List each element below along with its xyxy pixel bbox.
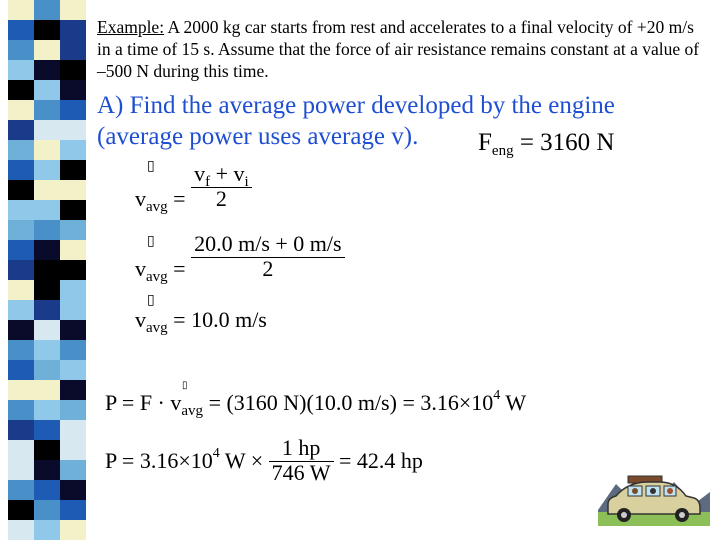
force-subscript: eng	[491, 143, 514, 159]
eq5-numerator: 1 hp	[269, 437, 334, 462]
decorative-block	[60, 500, 86, 520]
decorative-block	[8, 80, 34, 100]
decorative-block	[34, 300, 60, 320]
decorative-block	[60, 220, 86, 240]
decorative-block	[60, 300, 86, 320]
eq4-mid: = (3160 N)(10.0 m/s) = 3.16×10	[203, 390, 494, 415]
decorative-block	[34, 260, 60, 280]
decorative-block	[34, 420, 60, 440]
decorative-block	[8, 380, 34, 400]
decorative-block	[8, 180, 34, 200]
decorative-block	[8, 300, 34, 320]
decorative-block	[34, 60, 60, 80]
decorative-block	[60, 520, 86, 540]
decorative-block	[8, 260, 34, 280]
decorative-block	[60, 340, 86, 360]
eq4-unit: W	[500, 390, 527, 415]
decorative-block	[34, 280, 60, 300]
engine-force-equation	[478, 129, 615, 159]
decorative-block	[8, 20, 34, 40]
example-label: Example:	[97, 17, 165, 37]
decorative-block	[34, 220, 60, 240]
decorative-block	[8, 240, 34, 260]
decorative-block	[60, 480, 86, 500]
force-symbol: F	[478, 129, 492, 156]
decorative-block	[8, 220, 34, 240]
decorative-block	[60, 60, 86, 80]
decorative-block	[34, 180, 60, 200]
decorative-block	[60, 80, 86, 100]
decorative-block	[60, 380, 86, 400]
example-paragraph	[97, 16, 707, 82]
decorative-block	[34, 160, 60, 180]
decorative-block	[8, 460, 34, 480]
eq3-rhs: = 10.0 m/s	[173, 307, 267, 332]
decorative-block	[34, 360, 60, 380]
decorative-block	[34, 40, 60, 60]
decorative-block	[60, 20, 86, 40]
example-text: A 2000 kg car starts from rest and accelerates to a final velocity of +20 m/s in a time of 15 s. Assume that the force of air resistance remains constant at a value of –500 N during this time.	[97, 17, 700, 81]
vector-placeholder-icon: ▯	[182, 380, 188, 391]
eq5-exponent: 4	[212, 445, 220, 461]
decorative-block	[34, 80, 60, 100]
vector-placeholder-icon: ▯	[147, 292, 155, 308]
eq5-left: P = 3.16×10	[105, 447, 213, 473]
eq1-lhs: v	[135, 186, 146, 211]
decorative-block	[60, 160, 86, 180]
decorative-block	[34, 120, 60, 140]
decorative-block	[34, 400, 60, 420]
decorative-block	[60, 420, 86, 440]
equation-power-hp	[105, 437, 423, 484]
eq5-denominator: 746 W	[271, 460, 331, 485]
decorative-block	[34, 480, 60, 500]
decorative-strip	[0, 0, 88, 540]
car-clipart-icon	[598, 470, 710, 531]
decorative-block	[60, 440, 86, 460]
eq1-num-mid: + v	[210, 160, 245, 186]
decorative-block	[8, 440, 34, 460]
decorative-block	[60, 460, 86, 480]
eq2-denominator: 2	[262, 256, 274, 281]
eq4-sub: avg	[181, 403, 204, 419]
vector-placeholder-icon: ▯	[147, 158, 155, 174]
decorative-block	[8, 420, 34, 440]
equation-vavg-definition: $v_{avg}$ = $\frac{v_f + v_i}{2}$	[135, 162, 252, 210]
decorative-block	[8, 360, 34, 380]
decorative-block	[60, 200, 86, 220]
decorative-block	[34, 320, 60, 340]
decorative-block	[60, 40, 86, 60]
decorative-block	[8, 500, 34, 520]
vector-placeholder-icon: ▯	[147, 233, 155, 249]
equation-vavg-result	[135, 307, 267, 336]
eq5-fraction	[269, 437, 334, 484]
eq2-lhs-sub: avg	[146, 268, 168, 285]
eq1-fraction	[191, 160, 252, 211]
eq3-lhs: v	[135, 307, 146, 332]
decorative-block	[8, 40, 34, 60]
decorative-block	[34, 240, 60, 260]
decorative-block	[60, 360, 86, 380]
decorative-block	[60, 240, 86, 260]
decorative-block	[34, 100, 60, 120]
decorative-block	[60, 100, 86, 120]
decorative-block	[34, 340, 60, 360]
decorative-block	[60, 120, 86, 140]
decorative-block	[8, 280, 34, 300]
eq1-num-sub-i: i	[244, 173, 249, 190]
decorative-block	[8, 340, 34, 360]
decorative-block	[8, 100, 34, 120]
eq3-lhs-sub: avg	[146, 320, 168, 336]
decorative-block	[8, 140, 34, 160]
decorative-block	[34, 520, 60, 540]
decorative-block	[8, 0, 34, 20]
eq2-numerator: 20.0 m/s + 0 m/s	[191, 233, 344, 258]
eq1-denominator: 2	[215, 185, 227, 211]
decorative-block	[60, 180, 86, 200]
force-value: = 3160 N	[519, 129, 615, 156]
decorative-block	[60, 0, 86, 20]
decorative-block	[34, 140, 60, 160]
eq2-lhs: v	[135, 255, 146, 281]
eq1-num-sub-f: f	[205, 173, 211, 190]
eq5-right: = 42.4 hp	[339, 447, 423, 473]
decorative-block	[8, 200, 34, 220]
decorative-block	[60, 400, 86, 420]
decorative-block	[8, 160, 34, 180]
question-heading: A) Find the average power developed by the engine (average power uses average v).	[97, 92, 615, 150]
decorative-block	[8, 120, 34, 140]
equation-power-product	[105, 388, 527, 419]
decorative-block	[8, 320, 34, 340]
equation-vavg-substitution: $v_{avg}$ = $\frac{20.0 m/s + 0 m/s}{2}$	[135, 233, 345, 280]
decorative-block	[34, 20, 60, 40]
decorative-block	[60, 140, 86, 160]
eq4-left: P = F · v	[105, 390, 182, 415]
eq1-lhs-sub: avg	[146, 199, 168, 215]
eq5-mid: W ×	[219, 447, 264, 473]
eq1-num-v: v	[194, 160, 206, 186]
decorative-block	[34, 0, 60, 20]
decorative-block	[60, 280, 86, 300]
eq4-exponent: 4	[493, 388, 501, 403]
decorative-block	[34, 460, 60, 480]
decorative-block	[8, 60, 34, 80]
decorative-block	[8, 520, 34, 540]
decorative-block	[34, 440, 60, 460]
decorative-block	[34, 200, 60, 220]
decorative-block	[60, 320, 86, 340]
decorative-block	[34, 500, 60, 520]
decorative-block	[8, 400, 34, 420]
decorative-block	[60, 260, 86, 280]
eq2-fraction	[191, 233, 344, 280]
decorative-block	[8, 480, 34, 500]
decorative-block	[34, 380, 60, 400]
